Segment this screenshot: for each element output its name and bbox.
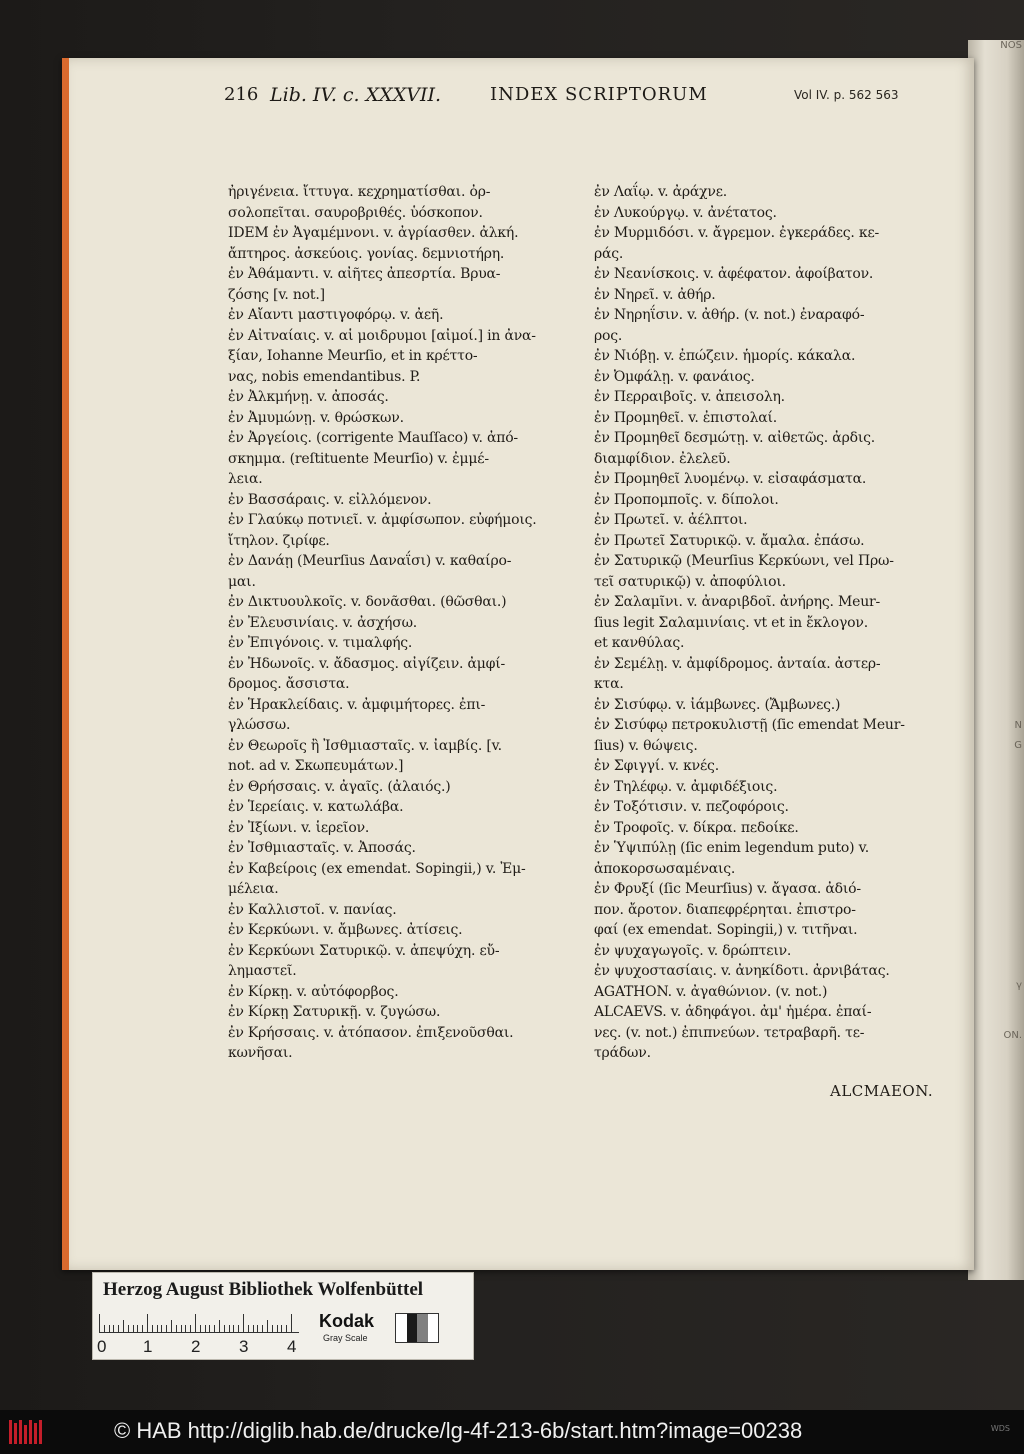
index-line: ἐν Ὑψιπύλῃ (ſic enim legendum puto) v. xyxy=(594,840,869,856)
ruler-tick xyxy=(243,1314,244,1332)
ruler-tick xyxy=(185,1325,186,1332)
ruler-tick xyxy=(205,1325,206,1332)
index-line: et κανθύλας. xyxy=(594,635,685,651)
ruler-tick xyxy=(238,1325,239,1332)
ruler-tick xyxy=(147,1314,148,1332)
index-line: πον. ἄροτον. διαπεφρέρηται. ἐπιστρο- xyxy=(594,901,856,918)
ruler-tick xyxy=(171,1320,172,1332)
index-line: ἐν Καβείροις (ex emendat. Sopingii,) v. Ἐμ- xyxy=(228,860,526,877)
index-line: AGATHON. v. ἀγαθώνιον. (v. not.) xyxy=(594,983,828,1000)
index-line: ἐν Σατυρικῷ (Meurſius Κερκύωνι, vel Πρω- xyxy=(594,553,894,569)
index-line: ἐν Ἰσθμιασταῖς. v. Ἀποσάς. xyxy=(228,840,416,856)
ruler-tick xyxy=(99,1314,100,1332)
index-line: ἐν Γλαύκῳ ποτνιεῖ. v. ἀμφίσωπον. εὐφήμοις. xyxy=(228,512,537,528)
index-line: σκημμα. (reſtituente Meurſio) v. ἐμμέ- xyxy=(228,450,489,467)
kodak-logo-text: Kodak xyxy=(319,1311,375,1331)
ruler-tick xyxy=(219,1320,220,1332)
index-line: ἐν Σφιγγί. v. κνές. xyxy=(594,758,719,774)
index-line: ἐν Σισύφῳ πετροκυλιστῇ (ſic emendat Meur- xyxy=(594,717,905,733)
index-line: λημαστεῖ. xyxy=(228,963,297,979)
ruler-number: 4 xyxy=(287,1337,297,1356)
edge-fragment: G xyxy=(1014,740,1022,751)
ruler-tick xyxy=(176,1325,177,1332)
index-line: ἐν Προμηθεῖ δεσμώτῃ. v. αἰθετῶς. ἀρδις. xyxy=(594,430,876,446)
page-number: 216 xyxy=(224,84,259,105)
ruler-tick xyxy=(291,1314,292,1332)
gray-swatches xyxy=(395,1313,439,1343)
ruler-tick xyxy=(181,1325,182,1332)
ruler-tick xyxy=(152,1325,153,1332)
index-line: ἐν Περραιβοῖς. v. ἀπεισολη. xyxy=(594,389,785,405)
index-line: ἐν Προπομποῖς. v. δίπολοι. xyxy=(594,491,779,508)
index-line: ἐν Ἐλευσινίαις. v. ἀσχήσω. xyxy=(228,614,418,631)
index-line: ἐν Λαΐῳ. v. ἀράχνε. xyxy=(594,184,728,200)
kodak-gray-scale xyxy=(319,1311,469,1355)
ruler-number: 1 xyxy=(143,1337,153,1356)
running-head: Lib. IV. c. XXXVII. xyxy=(270,84,441,106)
index-line: ἐν ψυχαγωγοῖς. v. δρώπτειν. xyxy=(594,942,792,959)
ruler-tick xyxy=(157,1325,158,1332)
ruler-tick xyxy=(257,1325,258,1332)
ruler-tick xyxy=(104,1325,105,1332)
manuscript-note: Vol IV. p. 562 563 xyxy=(794,88,899,102)
index-line: ἐν Ἀμυμώνῃ. v. θρώσκων. xyxy=(228,409,404,426)
index-line: ἐν Ἡρακλείδαις. v. ἀμφιμήτορες. ἐπι- xyxy=(228,696,486,713)
index-line: ἐν Δικτυουλκοῖς. v. δονᾶσθαι. (θῶσθαι.) xyxy=(228,594,507,610)
index-line: γλώσσω. xyxy=(228,717,291,733)
index-line: κωνῆσαι. xyxy=(228,1045,293,1061)
index-line: ἐν ψυχοστασίαις. v. ἀνηκίδοτι. ἀρνιβάτας. xyxy=(594,963,890,979)
index-line: τεῖ σατυρικῷ) v. ἀποφύλιοι. xyxy=(594,573,786,590)
footer-credit-link[interactable]: © HAB http://diglib.hab.de/drucke/lg-4f-213-6b/start.htm?image=00238 xyxy=(114,1418,803,1443)
index-line: ἐν Φρυξί (ſic Meurſius) v. ἄγασα. ἀδιό- xyxy=(594,881,861,897)
index-line: ſius) v. θώψεις. xyxy=(594,737,698,754)
index-line: ἐν Σαλαμῖνι. v. ἀναριβδοῖ. ἀνήρης. Meur- xyxy=(594,594,881,610)
kodak-subtitle: Gray Scale xyxy=(323,1333,368,1343)
ruler-tick xyxy=(161,1325,162,1332)
page-header xyxy=(160,84,940,112)
ruler-tick xyxy=(190,1325,191,1332)
library-label xyxy=(92,1272,474,1360)
index-line: ἐν Κίρκῃ Σατυρικῇ. v. ζυγώσω. xyxy=(228,1004,441,1020)
ruler-tick xyxy=(142,1325,143,1332)
ruler-number: 3 xyxy=(239,1337,249,1356)
ruler-tick xyxy=(224,1325,225,1332)
catchword: ALCMAEON. xyxy=(830,1082,934,1100)
ruler-tick xyxy=(123,1320,124,1332)
index-line: ἐν Τροφοῖς. v. δίκρα. πεδοίκε. xyxy=(594,819,799,836)
edge-fragment: ON. xyxy=(1003,1030,1022,1041)
index-line: ἐν Ὀμφάλῃ. v. φανάιος. xyxy=(594,368,755,385)
index-line: IDEM ἐν Ἀγαμέμνονι. v. ἀγρίασθεν. ἀλκή. xyxy=(228,225,519,241)
library-name: Herzog August Bibliothek Wolfenbüttel xyxy=(103,1279,424,1300)
index-line: ἠριγένεια. ἴττυγα. κεχρηματίσθαι. ὀρ- xyxy=(228,184,491,200)
footer-corner-tag: WDS xyxy=(990,1424,1010,1433)
footer-bar xyxy=(0,1410,1024,1454)
index-line: ρος. xyxy=(594,327,623,344)
edge-fragment: γ xyxy=(1016,980,1022,991)
index-line: σολοπεῖται. σαυροβριθές. ὑόσκοπον. xyxy=(228,204,483,221)
ruler-tick xyxy=(229,1325,230,1332)
book-edge xyxy=(968,40,1024,1280)
index-line: νες. (v. not.) ἐπιπνεύων. τετραβαρῆ. τε- xyxy=(594,1024,865,1041)
ruler-tick xyxy=(209,1325,210,1332)
index-line: ἐν Προμηθεῖ. v. ἐπιστολαί. xyxy=(594,409,778,426)
ruler-tick xyxy=(133,1325,134,1332)
ruler-tick xyxy=(272,1325,273,1332)
index-line: ξίαν, Iohanne Meurſio, et in κρέττο- xyxy=(228,348,478,364)
edge-fragment: N xyxy=(1014,720,1022,731)
index-line: λεια. xyxy=(228,471,263,487)
index-line: διαμφίδιον. ἐλελεῦ. xyxy=(594,450,731,467)
ruler-tick xyxy=(233,1325,234,1332)
index-line: ἐν Ἱερείαις. v. κατωλάβα. xyxy=(228,799,404,815)
index-line: ἐν Ἐπιγόνοις. v. τιμαλφής. xyxy=(228,635,413,651)
index-line: ἐν Νηρηΐσιν. v. ἀθήρ. (v. not.) ἐναραφό- xyxy=(594,307,865,323)
ruler-tick xyxy=(262,1325,263,1332)
index-line: φαί (ex emendat. Sopingii,) v. τιτῆναι. xyxy=(594,922,858,938)
edge-fragment: NOS xyxy=(1000,40,1022,51)
index-line: ἐν Κερκύωνι. v. ἄμβωνες. ἀτίσεις. xyxy=(228,922,463,938)
ruler-tick xyxy=(286,1325,287,1332)
center-title: INDEX SCRIPTORUM xyxy=(490,84,708,105)
ruler-number: 2 xyxy=(191,1337,201,1356)
index-line: ſius legit Σαλαμινίαις. vt et in ἔκλογον. xyxy=(594,614,868,631)
hab-logo-icon xyxy=(8,1418,46,1446)
index-line: ἐν Ἀθάμαντι. v. αἰῆτες ἀπεσρτία. Βρυα- xyxy=(228,266,501,282)
ruler-tick xyxy=(195,1314,196,1332)
index-line: ἐν Ἠδωνοῖς. v. ἄδασμος. αἰγίζειν. ἀμφί- xyxy=(228,655,506,672)
index-line: μαι. xyxy=(228,573,256,590)
ruler-number: 0 xyxy=(97,1337,107,1356)
index-line: ἐν Τηλέφῳ. v. ἀμφιδέξιοις. xyxy=(594,778,778,795)
index-line: ράς. xyxy=(594,245,624,262)
index-line: ἐν Αἴαντι μαστιγοφόρῳ. v. ἀεῆ. xyxy=(228,307,444,323)
ruler-tick xyxy=(128,1325,129,1332)
index-line: ἐν Νηρεῖ. v. ἀθήρ. xyxy=(594,286,716,303)
ruler-tick xyxy=(137,1325,138,1332)
index-line: ἐν Πρωτεῖ Σατυρικῷ. v. ἄμαλα. ἐπάσω. xyxy=(594,532,865,549)
index-line: δρομος. ἄσσιστα. xyxy=(228,676,350,692)
index-line: ἐν Σισύφῳ. v. ἰάμβωνες. (Ἄμβωνες.) xyxy=(594,696,841,713)
ruler-tick xyxy=(166,1325,167,1332)
index-line: ἐν Μυρμιδόσι. v. ἄγρεμον. ἐγκεράδες. κε- xyxy=(594,225,880,241)
ruler-tick xyxy=(113,1325,114,1332)
index-line: τράδων. xyxy=(594,1045,651,1061)
index-line: ἐν Σεμέλῃ. v. ἀμφίδρομος. ἀνταία. ἀστερ- xyxy=(594,655,881,672)
index-line: ἐν Λυκούργῳ. v. ἀνέτατος. xyxy=(594,204,777,221)
index-line: ἐν Ἀλκμήνῃ. v. ἀποσάς. xyxy=(228,389,389,405)
ruler-tick xyxy=(253,1325,254,1332)
index-line: ἐν Τοξότισιν. v. πεζοφόροις. xyxy=(594,799,789,815)
index-line: κτα. xyxy=(594,676,624,692)
ruler-tick xyxy=(281,1325,282,1332)
index-line: ἐν Καλλιστοῖ. v. πανίας. xyxy=(228,901,397,918)
index-line: ἀποκορσωσαμέναις. xyxy=(594,860,736,877)
index-line: ἐν Κερκύωνι Σατυρικῷ. v. ἀπεψύχη. εὔ- xyxy=(228,942,500,959)
index-line: ἄπτηρος. ἀσκεύοις. γονίας. δεμνιοτήρη. xyxy=(228,245,505,262)
index-line: νας, nobis emendantibus. P. xyxy=(228,368,421,385)
ruler-tick xyxy=(200,1325,201,1332)
index-line: ἐν Κρήσσαις. v. ἀτόπασον. ἐπιξενοῦσθαι. xyxy=(228,1024,514,1041)
ruler-tick xyxy=(109,1325,110,1332)
index-line: ζόσης [v. not.] xyxy=(228,286,325,303)
index-line: ἐν Θρήσσαις. v. ἀγαῖς. (ἀλαιός.) xyxy=(228,778,451,795)
ruler-tick xyxy=(214,1325,215,1332)
index-line: ἐν Νιόβῃ. v. ἐπώζειν. ἡμορίς. κάκαλα. xyxy=(594,348,856,364)
ruler-tick xyxy=(277,1325,278,1332)
scale-ruler xyxy=(99,1313,299,1333)
ruler-tick xyxy=(248,1325,249,1332)
index-line: ἴτηλον. ζιρίφε. xyxy=(228,532,330,549)
index-line: ἐν Πρωτεῖ. v. ἀέλπτοι. xyxy=(594,512,748,528)
index-line: ἐν Κίρκῃ. v. αὐτόφορβος. xyxy=(228,983,399,1000)
index-line: ἐν Προμηθεῖ λυομένῳ. v. εἰσαφάσματα. xyxy=(594,471,867,487)
index-line: ἐν Δανάῃ (Meurſius Δαναΐσι) v. καθαίρο- xyxy=(228,553,512,569)
index-line: ἐν Αἰτναίαις. v. αἱ μοιδρυμοι [αἰμοί.] in ἀνα- xyxy=(228,327,536,344)
ruler-tick xyxy=(267,1320,268,1332)
index-line: ALCAEVS. v. ἀδηφάγοι. ἀμ' ἡμέρα. ἐπαί- xyxy=(594,1004,872,1020)
ruler-tick xyxy=(118,1325,119,1332)
index-line: not. ad v. Σκωπευμάτων.] xyxy=(228,758,404,774)
ruler-numbers xyxy=(97,1337,307,1357)
index-line: ἐν Νεανίσκοις. v. ἀφέφατον. ἀφοίβατον. xyxy=(594,266,874,282)
index-line: ἐν Θεωροῖς ἢ Ἰσθμιασταῖς. v. ἰαμβίς. [v. xyxy=(228,737,502,754)
index-line: μέλεια. xyxy=(228,881,279,897)
index-line: ἐν Ἰξίωνι. v. ἱερεῖον. xyxy=(228,819,370,836)
index-line: ἐν Ἀργείοις. (corrigente Mauſſaco) v. ἀπό- xyxy=(228,430,518,446)
index-line: ἐν Βασσάραις. v. εἰλλόμενον. xyxy=(228,491,432,508)
